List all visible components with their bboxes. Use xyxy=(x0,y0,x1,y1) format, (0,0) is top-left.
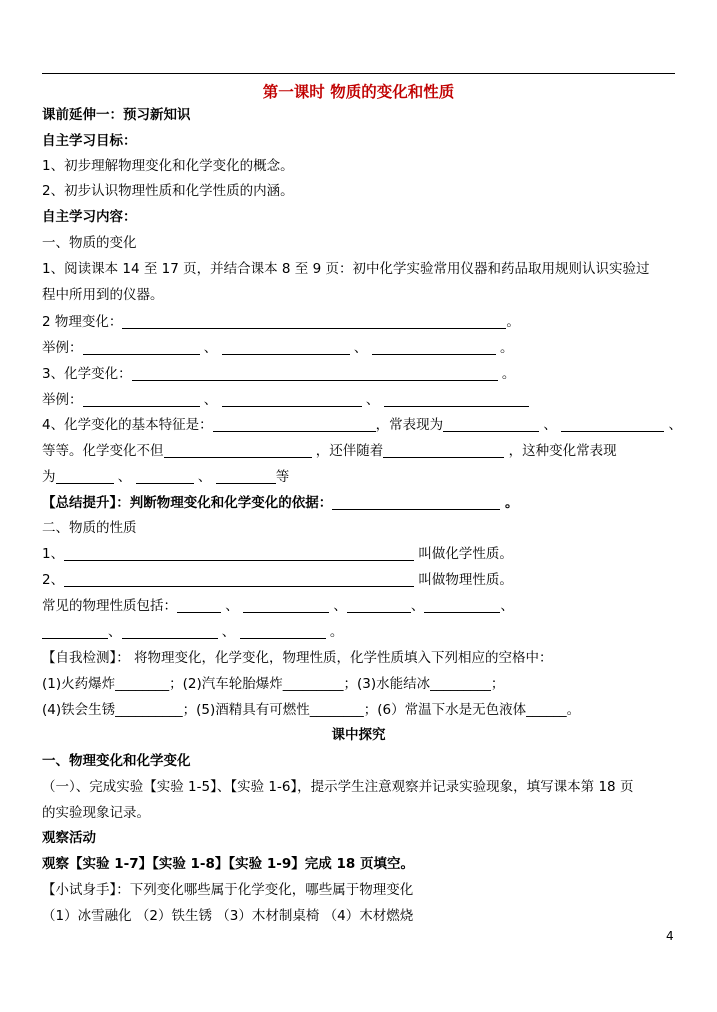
separator: 、 xyxy=(221,624,236,640)
summary-line xyxy=(42,494,518,512)
observe-heading: 观察活动 xyxy=(42,830,96,846)
example-label: 举例： xyxy=(42,340,83,356)
property-blank[interactable] xyxy=(424,598,500,613)
self-check-row-2: (4)铁会生锈__________；(5)酒精具有可燃性________；(6）常温下水是无色液体______。 xyxy=(42,702,581,718)
example-blank[interactable] xyxy=(372,340,496,355)
property-blank[interactable] xyxy=(42,624,108,639)
goal-1: 1、初步理解物理变化和化学变化的概念。 xyxy=(42,158,294,174)
header-rule xyxy=(42,73,675,74)
chemical-change-blank[interactable] xyxy=(132,366,498,381)
inclass-heading: 课中探究 xyxy=(331,727,386,743)
feature-blank[interactable] xyxy=(383,443,504,458)
example-blank[interactable] xyxy=(83,340,200,355)
separator: 、 xyxy=(203,392,218,408)
separator: 、 xyxy=(353,340,368,356)
feature-blank[interactable] xyxy=(213,417,376,432)
period: 。 xyxy=(329,624,344,640)
separator: 、 xyxy=(197,469,212,485)
goals-heading: 自主学习目标： xyxy=(42,133,137,149)
chemical-property-line xyxy=(42,545,513,563)
physical-change-label: 2 物理变化： xyxy=(42,314,123,330)
property-blank[interactable] xyxy=(240,624,326,639)
chemical-change-label: 3、化学变化： xyxy=(42,366,132,382)
chemical-example-line xyxy=(42,391,529,409)
page-title: 第一课时 物质的变化和性质 xyxy=(262,83,455,101)
example-blank[interactable] xyxy=(222,392,362,407)
physical-property-blank[interactable] xyxy=(64,572,414,587)
content-heading: 自主学习内容： xyxy=(42,209,137,225)
chemical-change-line xyxy=(42,365,515,383)
physical-change-blank[interactable] xyxy=(122,314,506,329)
feature-text: ，常表现为 xyxy=(375,417,444,433)
separator: 、 xyxy=(543,417,557,433)
example-blank[interactable] xyxy=(222,340,350,355)
item-number: 2、 xyxy=(42,572,65,588)
separator: 、 xyxy=(365,392,380,408)
example-label: 举例： xyxy=(42,392,83,408)
summary-blank[interactable] xyxy=(332,495,500,510)
reading-line-1: 1、阅读课本 14 至 17 页，并结合课本 8 至 9 页：初中化学实验常用仪器和药品取用规则认识实验过 xyxy=(42,261,650,277)
period: 。 xyxy=(501,366,516,382)
pre-heading: 课前延伸一：预习新知识 xyxy=(42,107,191,123)
self-check-row-1: (1)火药爆炸________；(2)汽车轮胎爆炸_________；(3)水能结冰_________； xyxy=(42,676,505,692)
try-yourself: 【小试身手】：下列变化哪些属于化学变化，哪些属于物理变化 xyxy=(42,882,414,898)
feature-text: 等 xyxy=(275,469,290,485)
summary-text: 【总结提升】：判断物理变化和化学变化的依据： xyxy=(42,495,333,511)
feature-line-3 xyxy=(42,468,289,486)
chemical-property-blank[interactable] xyxy=(64,546,414,561)
separator: 、 xyxy=(500,598,514,614)
feature-text: ，这种变化常表现 xyxy=(508,443,617,459)
try-items: （1）冰雪融化 （2）铁生锈 （3）木材制桌椅 （4）木材燃烧 xyxy=(42,908,414,924)
feature-text: 4、化学变化的基本特征是： xyxy=(42,417,213,433)
feature-blank[interactable] xyxy=(164,443,312,458)
experiment-line-1: （一）、完成实验【实验 1-5】、【实验 1-6】，提示学生注意观察并记录实验现象，填写课本第 18 页 xyxy=(42,779,634,795)
period: 。 xyxy=(506,314,520,330)
section-property-heading: 二、物质的性质 xyxy=(42,520,137,536)
separator: 、 xyxy=(410,598,425,614)
period: 。 xyxy=(499,340,514,356)
property-blank[interactable] xyxy=(243,598,329,613)
feature-blank[interactable] xyxy=(443,417,539,432)
period: 。 xyxy=(504,495,519,511)
experiment-line-2: 的实验现象记录。 xyxy=(42,805,150,821)
example-blank[interactable] xyxy=(83,392,200,407)
section-physical-chemical: 一、物理变化和化学变化 xyxy=(42,753,191,769)
page-number: 4 xyxy=(666,929,674,943)
physical-example-line xyxy=(42,339,513,357)
feature-blank[interactable] xyxy=(56,469,114,484)
property-text: 常见的物理性质包括： xyxy=(42,598,177,614)
property-text: 叫做物理性质。 xyxy=(418,572,513,588)
reading-line-2: 程中所用到的仪器。 xyxy=(42,287,164,303)
separator: 、 xyxy=(668,417,682,433)
feature-line-1 xyxy=(42,416,682,434)
property-blank[interactable] xyxy=(347,598,411,613)
feature-text: 为 xyxy=(42,469,56,485)
property-text: 叫做化学性质。 xyxy=(418,546,513,562)
goal-2: 2、初步认识物理性质和化学性质的内涵。 xyxy=(42,183,294,199)
separator: 、 xyxy=(117,469,132,485)
feature-text: ，还伴随着 xyxy=(315,443,384,459)
example-blank[interactable] xyxy=(384,392,529,407)
property-blank[interactable] xyxy=(122,624,218,639)
separator: 、 xyxy=(333,598,347,614)
common-properties-line xyxy=(42,597,514,615)
property-blank[interactable] xyxy=(177,598,221,613)
physical-change-line xyxy=(42,313,520,331)
common-properties-line-2 xyxy=(42,623,343,641)
observe-text: 观察【实验 1-7】【实验 1-8】【实验 1-9】完成 18 页填空。 xyxy=(42,856,414,872)
feature-text: 等等。化学变化不但 xyxy=(42,443,164,459)
self-check-intro: 【自我检测】： 将物理变化，化学变化，物理性质，化学性质填入下列相应的空格中： xyxy=(42,650,553,666)
physical-property-line xyxy=(42,571,513,589)
feature-blank[interactable] xyxy=(216,469,276,484)
feature-blank[interactable] xyxy=(561,417,664,432)
separator: 、 xyxy=(203,340,218,356)
item-number: 1、 xyxy=(42,546,65,562)
section-change-heading: 一、物质的变化 xyxy=(42,235,137,251)
feature-line-2 xyxy=(42,442,617,460)
separator: 、 xyxy=(225,598,239,614)
feature-blank[interactable] xyxy=(136,469,194,484)
separator: 、 xyxy=(108,624,122,640)
